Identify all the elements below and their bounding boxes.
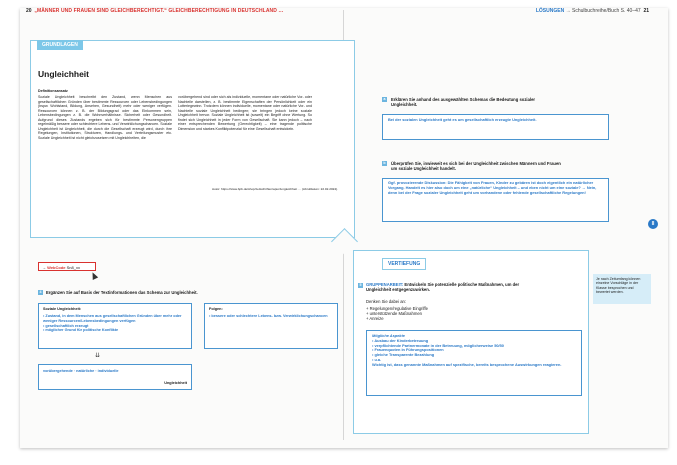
task-5-text: GRUPPENARBEIT: Entwickeln Sie potenzielle politische Maßnahmen, um der Ungleichheit entgegenzuwirken.: [366, 282, 520, 292]
list-item: • verpflichtende Partnermonate in der Betreuung, möglicherweise 50/50: [372, 342, 504, 348]
schema-right-title: Folgen:: [209, 307, 223, 311]
webcode-arrow: →: [42, 265, 48, 270]
answer-note: Wichtig ist, dass genannte Maßnahmen auf spezifische, bereits besprochene Auswirkungen reagieren.: [372, 361, 562, 367]
grundlagen-tag: GRUNDLAGEN: [37, 40, 83, 50]
definition-heading: Definitionsansatz: [38, 89, 68, 93]
left-running-header: [26, 8, 284, 14]
schema-right-list: [209, 314, 331, 319]
webcode-link[interactable]: [38, 262, 96, 271]
webcode-brand: WebCode: [47, 265, 66, 270]
list-item: • Ausbau der Kinderbetreuung: [372, 337, 429, 343]
right-running-header: [536, 8, 649, 14]
list-item: • gleiche Transparente Bezahlung: [372, 352, 435, 358]
think-label: Denken Sie dabei an:: [366, 299, 407, 304]
task-a-answer: Bei der sozialen Ungleichheit geht es um gesellschaftlich erzeugte Ungleichheit.: [388, 117, 537, 122]
task-5-answer: [372, 334, 576, 368]
list-item: + unterstützende Maßnahmen: [366, 311, 422, 316]
schema-left-list: [43, 314, 185, 333]
list-item: • Frauenquoten in Führungspositionen: [372, 347, 444, 353]
task-b-letter: b: [383, 161, 386, 165]
task-a-text: Erklären Sie anhand des ausgewählten Schemas die Bedeutung sozialer Ungleichheit.: [391, 97, 536, 107]
list-item: + Regelungen/regulative Eingriffe: [366, 306, 428, 311]
right-header-ref: → Schulbuchreihe/Buch S. 40–47: [565, 8, 641, 14]
task-b-text: Überprüfen Sie, inwieweit es sich bei der Ungleichheit zwischen Männern und Frauen um soziale Ungleichheit handelt.: [391, 161, 561, 171]
schema-box-social-inequality: [38, 303, 192, 349]
schema-left-title: Soziale Ungleichheit:: [43, 307, 82, 311]
right-header-label: LÖSUNGEN: [535, 8, 565, 14]
list-item: • gesellschaftlich erzeugt: [43, 323, 89, 328]
list-item: • möglicher Grund für politische Konflikte: [43, 328, 119, 333]
arrow-down-icon: ⇊: [95, 353, 101, 359]
schema-box-consequences: [204, 303, 338, 349]
list-item: + Anreize: [366, 316, 384, 321]
task-5-number: 5: [359, 283, 362, 287]
task-a-letter: a: [383, 97, 386, 101]
schema-bottom-label: Ungleichheit: [164, 381, 187, 385]
definition-text-col2: vorübergehend sind oder sich als individuelle, momentane oder natürliche Vor- oder Nachteile darstellen, z. B. bestimmte Eigenschaften der Persönlichkeit oder ein Lotteriegewinn. Trotzdem können individuelle, momentane oder natürliche Vor- und Nachteile soziale Ungleichheit bedingen; sie bringen jedoch keine soziale Ungleichheit hervor. Soziale Ungleichheit ist (soweit) ein Begriff ohne Wertung. So findet sich Ungleichheit in jeder Form von Gesellschaft. Sie kann jedoch – nach einer entsprechenden Bewertung (Gerechtigkeit) – eine tragende politische Dimension und starkes Konfliktpotenzial für eine Gesellschaft entwickeln.: [178, 95, 312, 131]
task-4-number: 4: [39, 290, 42, 294]
list-item: • bessere oder schlechtere Lebens- bzw. Verwirklichungschancen: [209, 314, 328, 318]
webcode-code: Sn8_xx: [66, 265, 80, 270]
list-item: • Zustand, in dem Menschen aus gesellschaftlichen Gründen über mehr oder weniger Ressourcen/Lebensbedingungen verfügen: [43, 314, 182, 323]
list-item: • u.a.: [372, 356, 382, 362]
chapter-badge: II: [648, 219, 658, 229]
think-list: [366, 306, 526, 321]
page-title: Ungleichheit: [38, 69, 90, 79]
schema-bottom-answer: vorübergehende · natürliche · individuelle: [43, 369, 119, 373]
task-4-text: Ergänzen Sie auf Basis der Textinformationen das Schema zur Ungleichheit.: [46, 290, 198, 295]
left-page-number: 20: [26, 8, 32, 14]
definition-text-col1: Soziale Ungleichheit beschreibt den Zustand, wenn Menschen aus gesellschaftlichen Gründen über bestimmte Ressourcen oder Lebensbedingungen (bspw. Wohlstand, Bildung, Ansehen, Gesundheit) mehr oder weniger verfügen. Ressourcen können z. B. der Bildungsgrad oder das Einkommen sein, Lebensbedingungen z. B. die Wohnverhältnisse. Sicherheit oder Gesundheit. Aufgrund dieses Zustands ergeben sich für bestimmte Personengruppen regelmäßig bessere oder schlechtere Lebens- und Verwirklichungschancen. Soziale Ungleichheit ist Ungleichheit, die durch die Gesellschaft erzeugt wird, durch ihre Regelungen, Institutionen, Strukturen, Handlungs- und Verteilungsmuster etc. Soziale Ungleichheit ist nicht gleichzusetzen mit Ungleichheiten, die: [38, 95, 172, 140]
schema-box-bottom: [38, 364, 192, 390]
left-header-title: „MÄNNER UND FRAUEN SIND GLEICHBERECHTIGT.“ GLEICHBERECHTIGUNG IN DEUTSCHLAND …: [34, 8, 284, 14]
right-page-number: 21: [643, 8, 649, 14]
answer-heading: Mögliche Aspekte: [372, 333, 405, 338]
source-citation: Autor: https://www.bpb.de/shop/zeitschriften/apuz/ungleichheit … (Abrufdatum: 22.02.2024).: [211, 187, 338, 191]
side-note: Je nach Zeitumfang können einzelne Vorschläge in der Klasse besprochen und bewertet werden.: [593, 274, 651, 304]
vertiefung-tag: VERTIEFUNG: [382, 258, 426, 270]
task-b-answer: Ggf. provozierende Diskussion: Die Fähigkeit von Frauen, Kinder zu gebären ist doch eigentlich ein natürlicher Vorgang. Handelt es hier also doch um eine „natürliche“ Ungleichheit – und eben nicht um eine soziale? → Nein, denn bei der Frage sozialer Ungleichheit geht um vorhandene oder fehlende gesellschaftliche Regelungen!: [388, 180, 597, 195]
